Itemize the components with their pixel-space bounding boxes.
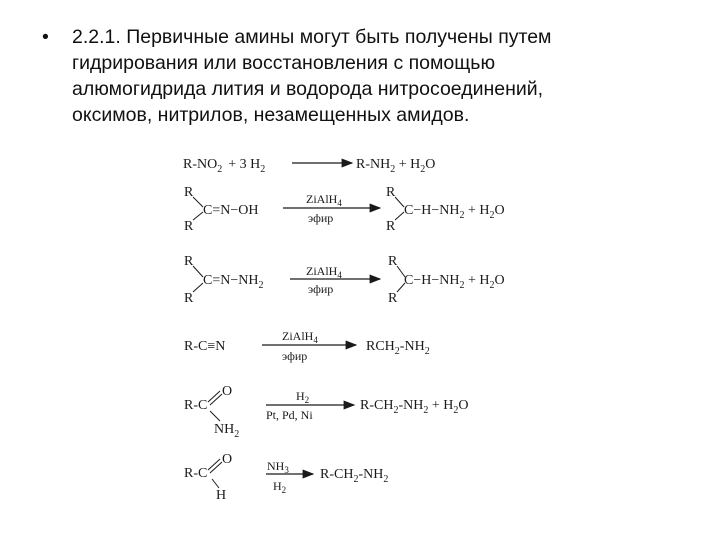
r3-p-top: R — [388, 254, 398, 269]
reaction-2 — [184, 185, 505, 234]
r2-condition: эфир — [308, 211, 334, 225]
r5-product: $R-CH_2-NH_2 + H_2O$ — [360, 398, 469, 416]
paragraph-line-1-text: Первичные амины могут быть получены путем — [120, 26, 552, 48]
r5-reagent: $H_2$ — [296, 389, 310, 405]
r3-product: $C-H-NH_2 + H_2O$ — [404, 273, 505, 291]
r2-product: $C-H-NH_2 + H_2O$ — [404, 203, 505, 221]
reaction-4 — [184, 329, 430, 363]
paragraph-line-3: алюмогидрида лития и водорода нитросоединений, — [72, 78, 544, 100]
r4-reactant: R-C≡N — [184, 339, 226, 354]
r3-core: $C=N-NH_2$ — [203, 273, 264, 291]
r1-reactant: $R-NO_2 + 3$ $H_2$ — [183, 157, 266, 175]
r3-r-top: R — [184, 254, 194, 269]
r4-condition: эфир — [282, 349, 308, 363]
r2-r-top: R — [184, 185, 194, 200]
r5-amino: $NH_2$ — [214, 422, 240, 440]
r6-oxygen: O — [222, 452, 233, 467]
r6-product: $R-CH_2-NH_2$ — [320, 467, 389, 485]
reaction-3 — [184, 254, 505, 306]
r6-reagent: $NH_3$ — [267, 459, 289, 475]
r3-r-bottom: R — [184, 291, 194, 306]
r3-reagent: ZiAlH$_4$ — [306, 264, 342, 280]
r2-core: C=N−OH — [203, 203, 259, 218]
r4-reagent: ZiAlH$_4$ — [282, 329, 318, 345]
reaction-5 — [184, 384, 468, 440]
r5-oxygen: O — [222, 384, 233, 399]
reaction-6 — [184, 452, 388, 503]
r6-hydrogen: H — [216, 488, 227, 503]
r1-product: $R-NH_2 + H_2O$ — [356, 157, 436, 175]
reaction-1 — [183, 157, 435, 175]
r2-r-bottom: R — [184, 219, 194, 234]
section-number: 2.2.1. — [72, 26, 121, 48]
bullet: • — [42, 26, 49, 48]
r2-p-bottom: R — [386, 219, 396, 234]
r2-p-top: R — [386, 185, 396, 200]
r2-reagent: ZiAlH$_4$ — [306, 192, 342, 208]
r6-reactant: R-C — [184, 466, 208, 481]
r4-product: $RCH_2-NH_2$ — [366, 339, 430, 357]
r5-reactant: R-C — [184, 398, 208, 413]
r3-p-bottom: R — [388, 291, 398, 306]
r3-condition: эфир — [308, 282, 334, 296]
paragraph-line-2: гидрирования или восстановления с помощью — [72, 52, 496, 74]
paragraph-line-4: оксимов, нитрилов, незамещенных амидов. — [72, 104, 470, 126]
r5-condition: Pt, Pd, Ni — [266, 408, 313, 422]
r6-condition: $H_2$ — [273, 479, 287, 495]
